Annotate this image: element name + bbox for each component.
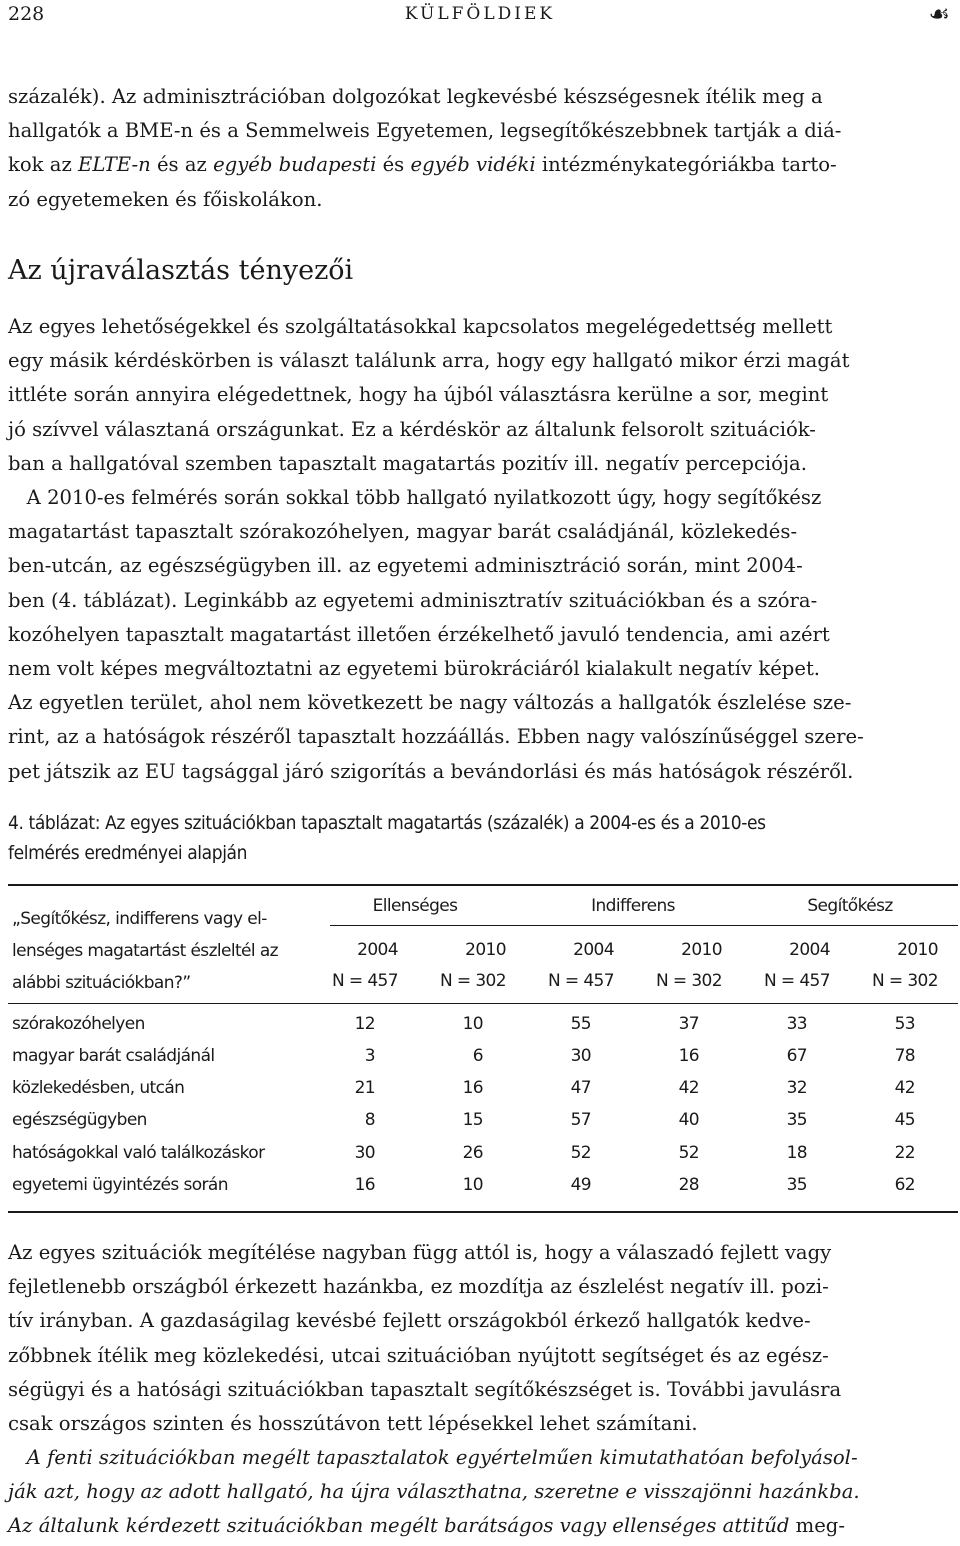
table-cell: 42 bbox=[894, 1078, 915, 1098]
text-line: kozóhelyen tapasztalt magatartást illetően érzékelhető javuló tendencia, ami azért bbox=[8, 622, 830, 646]
table-cell: 55 bbox=[570, 1014, 591, 1034]
question-line: alábbi szituációkban?” bbox=[12, 973, 191, 993]
table-cell: 32 bbox=[786, 1078, 807, 1098]
table-cell: 35 bbox=[786, 1110, 807, 1130]
text-line: Az egyes lehetőségekkel és szolgáltatásokkal kapcsolatos megelégedettség mellett bbox=[8, 315, 833, 338]
table-cell: 62 bbox=[894, 1175, 915, 1195]
sample-size-header: N = 457 bbox=[547, 971, 614, 991]
year-header: 2010 bbox=[465, 940, 506, 960]
table-cell: 26 bbox=[462, 1143, 483, 1163]
year-header: 2004 bbox=[573, 940, 614, 960]
fleuron-icon: ☙ bbox=[928, 0, 950, 28]
group-header-rule bbox=[330, 925, 958, 926]
table-bottom-rule bbox=[8, 1211, 958, 1213]
table-cell: 57 bbox=[570, 1110, 591, 1130]
italic-paragraph bbox=[8, 1441, 958, 1544]
text-line: A 2010-es felmérés során sokkal több hallgató nyilatkozott úgy, hogy segítőkész bbox=[8, 486, 822, 510]
table-cell: 78 bbox=[894, 1046, 915, 1066]
table-cell: 6 bbox=[472, 1046, 483, 1066]
table-question bbox=[12, 903, 278, 999]
text-line: ben (4. táblázat). Leginkább az egyetemi adminisztratív szituációkban és a szóra- bbox=[8, 588, 818, 612]
row-label: közlekedésben, utcán bbox=[12, 1078, 185, 1098]
table-cell: 52 bbox=[678, 1143, 699, 1163]
italic-run: A fenti szituációkban megélt tapasztalatok egyértelműen kimutathatóan befolyásol- bbox=[8, 1446, 858, 1469]
text-line: rint, az a hatóságok részéről tapasztalt hozzáállás. Ebben nagy valószínűséggel szere- bbox=[8, 725, 864, 749]
question-line: lenséges magatartást észleltél az bbox=[12, 941, 278, 961]
text-line: pet játszik az EU tagsággal járó szigorítás a bevándorlási és más hatóságok részéről. bbox=[8, 759, 854, 783]
italic-run: egyéb vidéki bbox=[410, 153, 536, 177]
table-cell: 10 bbox=[462, 1175, 483, 1195]
table-cell: 16 bbox=[678, 1046, 699, 1066]
text-run: meg- bbox=[789, 1514, 845, 1538]
text-line: magatartást tapasztalt szórakozóhelyen, magyar barát családjánál, közlekedés- bbox=[8, 520, 798, 544]
text-line: zó egyetemeken és főiskolákon. bbox=[8, 187, 323, 211]
italic-run: Az általunk kérdezett szituációkban megélt barátságos vagy ellenséges attitűd bbox=[8, 1514, 790, 1538]
row-label: hatóságokkal való találkozáskor bbox=[12, 1143, 265, 1163]
table-cell: 12 bbox=[354, 1014, 375, 1034]
caption-line: felmérés eredményei alapján bbox=[8, 842, 248, 864]
text-line: százalék). Az adminisztrációban dolgozókat legkevésbé készségesnek ítélik meg a bbox=[8, 85, 823, 108]
text-line: ittléte során annyira elégedettnek, hogy ha újból választásra kerülne a sor, megint bbox=[8, 383, 829, 407]
text-line: ségügyi és a hatósági szituációkban tapasztalt segítőkészséget is. További javulásra bbox=[8, 1377, 842, 1401]
table-cell: 40 bbox=[678, 1110, 699, 1130]
year-header: 2004 bbox=[789, 940, 830, 960]
table-cell: 37 bbox=[678, 1014, 699, 1034]
section-title: Az újraválasztás tényezői bbox=[8, 255, 354, 286]
group-header-helpful: Segítőkész bbox=[807, 896, 893, 916]
table-cell: 67 bbox=[786, 1046, 807, 1066]
table-cell: 30 bbox=[354, 1143, 375, 1163]
row-label: egészségügyben bbox=[12, 1110, 147, 1130]
text-line: Az egyetlen terület, ahol nem következett be nagy változás a hallgatók észlelése sze- bbox=[8, 691, 852, 715]
text-line: ban a hallgatóval szemben tapasztalt magatartás pozitív ill. negatív percepciója. bbox=[8, 451, 807, 475]
text-run: intézménykategóriákba tarto- bbox=[535, 153, 837, 177]
sample-size-header: N = 302 bbox=[439, 971, 506, 991]
row-label: egyetemi ügyintézés során bbox=[12, 1175, 228, 1195]
running-title: KÜLFÖLDIEK bbox=[404, 4, 556, 24]
table-cell: 47 bbox=[570, 1078, 591, 1098]
italic-run: ják azt, hogy az adott hallgató, ha újra választhatna, szeretne e visszajönni hazánkba. bbox=[8, 1480, 860, 1504]
group-header-hostile: Ellenséges bbox=[372, 896, 458, 916]
table-cell: 45 bbox=[894, 1110, 915, 1130]
sample-size-header: N = 457 bbox=[331, 971, 398, 991]
sample-size-header: N = 302 bbox=[871, 971, 938, 991]
text-line bbox=[8, 1441, 958, 1475]
table-cell: 35 bbox=[786, 1175, 807, 1195]
table-cell: 16 bbox=[462, 1078, 483, 1098]
table-cell: 8 bbox=[364, 1110, 375, 1130]
table-header-rule bbox=[8, 1003, 958, 1004]
table-cell: 49 bbox=[570, 1175, 591, 1195]
table-cell: 33 bbox=[786, 1014, 807, 1034]
text-run: és bbox=[376, 153, 411, 177]
year-header: 2004 bbox=[357, 940, 398, 960]
table-cell: 53 bbox=[894, 1014, 915, 1034]
text-line bbox=[8, 1475, 958, 1509]
text-line: egy másik kérdéskörben is választ találunk arra, hogy egy hallgató mikor érzi magát bbox=[8, 349, 850, 373]
text-line: Az egyes szituációk megítélése nagyban függ attól is, hogy a válaszadó fejlett vagy bbox=[8, 1241, 832, 1264]
table-cell: 22 bbox=[894, 1143, 915, 1163]
sample-size-header: N = 302 bbox=[655, 971, 722, 991]
table-cell: 30 bbox=[570, 1046, 591, 1066]
italic-run: ELTE-n bbox=[78, 153, 151, 177]
page-number: 228 bbox=[8, 3, 45, 25]
text-line: jó szívvel választaná országunkat. Ez a kérdéskör az általunk felsorolt szituációk- bbox=[8, 417, 816, 441]
body-paragraph bbox=[8, 1236, 958, 1441]
table-cell: 15 bbox=[462, 1110, 483, 1130]
year-header: 2010 bbox=[897, 940, 938, 960]
table-cell: 21 bbox=[354, 1078, 375, 1098]
text-line: nem volt képes megváltoztatni az egyetemi bürokráciáról kialakult negatív képet. bbox=[8, 657, 821, 681]
sample-size-header: N = 457 bbox=[763, 971, 830, 991]
text-line: zőbbnek ítélik meg közlekedési, utcai szituációban nyújtott segítséget és az egész- bbox=[8, 1343, 829, 1367]
table-cell: 18 bbox=[786, 1143, 807, 1163]
table-cell: 28 bbox=[678, 1175, 699, 1195]
table-cell: 42 bbox=[678, 1078, 699, 1098]
text-line: fejletlenebb országból érkezett hazánkba, ez mozdítja az észlelést negatív ill. pozi- bbox=[8, 1275, 829, 1299]
italic-run: egyéb budapesti bbox=[213, 153, 377, 177]
question-line: „Segítőkész, indifferens vagy el- bbox=[12, 909, 267, 929]
text-run: kok az bbox=[8, 153, 79, 177]
text-line: hallgatók a BME-n és a Semmelweis Egyetemen, legsegítőkészebbnek tartják a diá- bbox=[8, 119, 842, 143]
table-cell: 3 bbox=[364, 1046, 375, 1066]
table-cell: 10 bbox=[462, 1014, 483, 1034]
text-run: és az bbox=[150, 153, 214, 177]
row-label: szórakozóhelyen bbox=[12, 1014, 145, 1034]
text-line: csak országos szinten és hosszútávon tett lépésekkel lehet számítani. bbox=[8, 1412, 698, 1436]
table-cell: 52 bbox=[570, 1143, 591, 1163]
text-line: ben-utcán, az egészségügyben ill. az egyetemi adminisztráció során, mint 2004- bbox=[8, 554, 803, 578]
row-label: magyar barát családjánál bbox=[12, 1046, 215, 1066]
caption-line: 4. táblázat: Az egyes szituációkban tapasztalt magatartás (százalék) a 2004-es és a 2010-es bbox=[8, 812, 766, 834]
table-cell: 16 bbox=[354, 1175, 375, 1195]
year-header: 2010 bbox=[681, 940, 722, 960]
text-line: tív irányban. A gazdaságilag kevésbé fejlett országokból érkező hallgatók kedve- bbox=[8, 1309, 811, 1333]
text-line bbox=[8, 1509, 958, 1543]
group-header-indifferent: Indifferens bbox=[591, 896, 675, 916]
